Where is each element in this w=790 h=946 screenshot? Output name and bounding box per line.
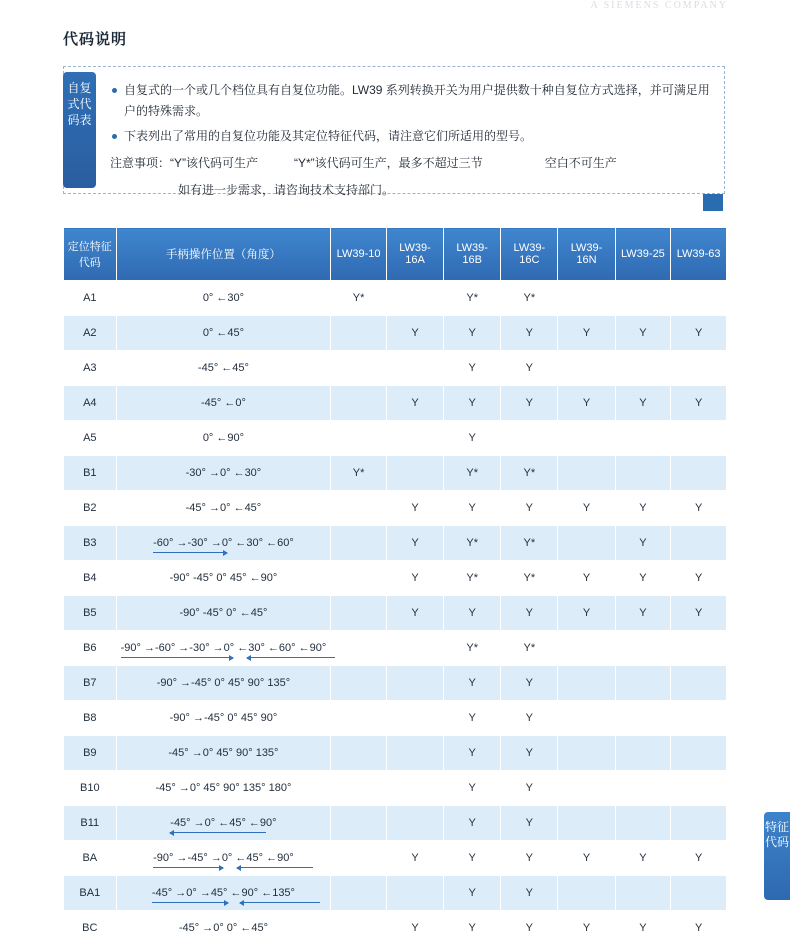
cell-mark (331, 666, 387, 701)
cell-mark (615, 806, 671, 841)
cell-mark (558, 666, 615, 701)
cell-code: B4 (64, 561, 117, 596)
cell-code: A2 (64, 316, 117, 351)
direction-arrow-icon (152, 902, 228, 903)
cell-mark (558, 806, 615, 841)
position-text: -90° -45° 0° 45° ←90° (169, 572, 278, 584)
cell-mark (331, 736, 387, 771)
note-tab-text: 自复式代码表 (67, 81, 92, 127)
cell-mark: Y (444, 806, 501, 841)
cell-mark (331, 701, 387, 736)
cell-mark: Y (671, 561, 727, 596)
cell-code: B3 (64, 526, 117, 561)
cell-mark: Y (444, 316, 501, 351)
watermark-text: A SIEMENS COMPANY (590, 0, 728, 11)
cell-mark: Y (558, 561, 615, 596)
position-text: -45° →0° →45° ←90° ←135° (152, 887, 295, 899)
code-table (63, 227, 727, 946)
cell-code: A1 (64, 281, 117, 316)
cell-mark: Y (615, 596, 671, 631)
cell-mark: Y (558, 386, 615, 421)
cell-mark: Y* (331, 456, 387, 491)
cell-position (116, 456, 331, 491)
cell-mark (386, 421, 443, 456)
position-text: -60° →-30° →0° ←30° ←60° (153, 537, 294, 549)
cell-mark: Y (501, 666, 558, 701)
cell-position (116, 386, 331, 421)
cell-position (116, 491, 331, 526)
table-row (64, 491, 727, 526)
cell-mark (558, 526, 615, 561)
note-body (110, 80, 710, 201)
cell-mark (671, 351, 727, 386)
cell-code: B5 (64, 596, 117, 631)
cell-mark: Y (558, 911, 615, 946)
cell-position (116, 841, 331, 876)
cell-mark (671, 876, 727, 911)
cell-mark: Y (615, 316, 671, 351)
position-text: 0° ←90° (202, 432, 245, 444)
cell-mark: Y* (444, 456, 501, 491)
direction-arrow-icon (247, 657, 335, 658)
cell-mark: Y* (501, 526, 558, 561)
note-caution-second: 如有进一步需求，请咨询技术支持部门。 (178, 183, 395, 197)
cell-position (116, 736, 331, 771)
cell-mark: Y (615, 526, 671, 561)
cell-mark (331, 316, 387, 351)
cell-mark: Y* (331, 281, 387, 316)
table-row (64, 316, 727, 351)
cell-position (116, 701, 331, 736)
cell-mark (386, 666, 443, 701)
cell-mark (331, 806, 387, 841)
cell-position (116, 421, 331, 456)
table-header-row (64, 228, 727, 281)
cell-mark: Y (386, 526, 443, 561)
cell-mark (671, 666, 727, 701)
table-row (64, 771, 727, 806)
cell-code: A4 (64, 386, 117, 421)
table-row (64, 561, 727, 596)
cell-mark: Y (386, 596, 443, 631)
table-row (64, 841, 727, 876)
cell-mark (558, 631, 615, 666)
cell-mark (386, 771, 443, 806)
table-row (64, 911, 727, 946)
cell-mark (331, 386, 387, 421)
caution-prefix: 注意事项： (110, 156, 171, 170)
position-text: -90° →-45° →0° ←45° ←90° (153, 852, 294, 864)
header-lw39-16n: LW39-16N (558, 228, 615, 281)
cell-position (116, 281, 331, 316)
header-lw39-10: LW39-10 (331, 228, 387, 281)
cell-mark: Y (671, 386, 727, 421)
table-row (64, 351, 727, 386)
cell-mark (331, 911, 387, 946)
cell-code: B1 (64, 456, 117, 491)
cell-mark: Y (501, 736, 558, 771)
table-row (64, 736, 727, 771)
cell-mark (558, 736, 615, 771)
table-row (64, 596, 727, 631)
cell-mark: Y (501, 491, 558, 526)
table-row (64, 421, 727, 456)
cell-mark (671, 701, 727, 736)
cell-position (116, 561, 331, 596)
cell-mark (615, 771, 671, 806)
cell-mark (615, 736, 671, 771)
cell-position (116, 596, 331, 631)
cell-position (116, 911, 331, 946)
position-text: 0° ←30° (202, 292, 245, 304)
cell-mark (558, 421, 615, 456)
caution-item-1: “Y”该代码可生产 (170, 156, 259, 170)
position-text: -45° →0° ←45° (185, 502, 262, 514)
direction-arrow-icon (237, 867, 313, 868)
cell-position (116, 876, 331, 911)
code-table-head (64, 228, 727, 281)
note-tab-label (63, 72, 96, 188)
cell-code: A5 (64, 421, 117, 456)
direction-arrow-icon (121, 657, 233, 658)
cell-mark (501, 421, 558, 456)
cell-mark: Y (615, 386, 671, 421)
cell-mark: Y (615, 491, 671, 526)
cell-code: BA1 (64, 876, 117, 911)
position-text: -45° →0° 0° ←45° (178, 922, 268, 934)
cell-code: B6 (64, 631, 117, 666)
cell-mark: Y (386, 561, 443, 596)
cell-code: B11 (64, 806, 117, 841)
cell-mark (615, 281, 671, 316)
cell-mark: Y (501, 771, 558, 806)
cell-mark (558, 456, 615, 491)
header-lw39-63: LW39-63 (671, 228, 727, 281)
position-text: -90° →-45° 0° 45° 90° (169, 712, 278, 724)
cell-mark: Y (386, 841, 443, 876)
cell-mark: Y (615, 561, 671, 596)
table-row (64, 631, 727, 666)
cell-code: BC (64, 911, 117, 946)
cell-mark: Y (558, 491, 615, 526)
cell-mark: Y (558, 841, 615, 876)
direction-arrow-icon (153, 552, 227, 553)
cell-mark: Y (671, 911, 727, 946)
table-row (64, 281, 727, 316)
header-lw39-25: LW39-25 (615, 228, 671, 281)
cell-mark (331, 771, 387, 806)
cell-mark: Y (615, 911, 671, 946)
table-row (64, 701, 727, 736)
cell-mark: Y (386, 911, 443, 946)
cell-mark (615, 876, 671, 911)
caution-item-2: “Y*”该代码可生产，最多不超过三节 (294, 156, 483, 170)
cell-mark (558, 771, 615, 806)
cell-mark (331, 351, 387, 386)
header-lw39-16a: LW39-16A (386, 228, 443, 281)
cell-mark (331, 526, 387, 561)
cell-mark (386, 456, 443, 491)
cell-code: B7 (64, 666, 117, 701)
table-row (64, 806, 727, 841)
table-row (64, 526, 727, 561)
cell-mark: Y* (501, 456, 558, 491)
cell-mark (558, 701, 615, 736)
cell-mark: Y (386, 386, 443, 421)
cell-mark: Y (501, 911, 558, 946)
cell-mark (671, 736, 727, 771)
header-code: 定位特征代码 (64, 228, 117, 281)
page-title: 代码说明 (63, 31, 128, 48)
cell-position (116, 771, 331, 806)
cell-mark (558, 281, 615, 316)
cell-code: B8 (64, 701, 117, 736)
cell-mark: Y* (444, 561, 501, 596)
cell-mark: Y (558, 596, 615, 631)
table-row (64, 456, 727, 491)
cell-mark (671, 281, 727, 316)
cell-mark: Y (501, 876, 558, 911)
cell-mark (331, 876, 387, 911)
position-text: -45° ←0° (200, 397, 246, 409)
direction-arrow-icon (170, 832, 266, 833)
cell-mark: Y* (444, 631, 501, 666)
cell-mark (615, 456, 671, 491)
cell-mark (331, 841, 387, 876)
cell-position (116, 666, 331, 701)
cell-mark: Y (501, 596, 558, 631)
cell-mark (331, 491, 387, 526)
cell-position (116, 316, 331, 351)
cell-mark: Y (615, 841, 671, 876)
header-lw39-16c: LW39-16C (501, 228, 558, 281)
cell-mark (671, 771, 727, 806)
cell-mark (386, 281, 443, 316)
cell-mark: Y (501, 701, 558, 736)
table-row (64, 386, 727, 421)
cell-mark (615, 631, 671, 666)
cell-mark: Y (671, 841, 727, 876)
position-text: -90° -45° 0° ←45° (179, 607, 268, 619)
position-text: -90° →-45° 0° 45° 90° 135° (156, 677, 291, 689)
cell-mark: Y (444, 421, 501, 456)
position-text: -45° →0° 45° 90° 135° (168, 747, 279, 759)
cell-mark: Y (444, 876, 501, 911)
cell-mark (331, 631, 387, 666)
cell-position (116, 806, 331, 841)
cell-mark (671, 421, 727, 456)
cell-mark: Y (386, 491, 443, 526)
cell-mark: Y (444, 771, 501, 806)
cell-position (116, 631, 331, 666)
cell-mark: Y (444, 351, 501, 386)
cell-code: A3 (64, 351, 117, 386)
cell-mark: Y (386, 316, 443, 351)
header-lw39-16b: LW39-16B (444, 228, 501, 281)
cell-mark: Y (444, 386, 501, 421)
cell-position (116, 351, 331, 386)
cell-mark: Y (671, 491, 727, 526)
cell-mark (558, 876, 615, 911)
cell-mark: Y (444, 911, 501, 946)
cell-mark: Y (444, 596, 501, 631)
cell-mark: Y* (501, 281, 558, 316)
cell-mark: Y* (444, 526, 501, 561)
cell-mark: Y (671, 596, 727, 631)
cell-mark (386, 631, 443, 666)
cell-mark (615, 421, 671, 456)
direction-arrow-icon (240, 902, 320, 903)
note-bullet-2: 下表列出了常用的自复位功能及其定位特征代码，请注意它们所适用的型号。 (110, 126, 710, 147)
position-text: -45° →0° 45° 90° 135° 180° (155, 782, 292, 794)
cell-mark (615, 351, 671, 386)
cell-mark: Y (501, 386, 558, 421)
cell-mark (386, 736, 443, 771)
side-tab-text: 特征代码 (764, 820, 789, 849)
position-text: -90° →-60° →-30° →0° ←30° ←60° ←90° (121, 642, 327, 654)
cell-mark (671, 456, 727, 491)
note-caution-line (110, 153, 710, 174)
cell-mark (615, 701, 671, 736)
position-text: 0° ←45° (202, 327, 245, 339)
caution-item-3: 空白不可生产 (544, 156, 617, 170)
cell-mark (386, 351, 443, 386)
cell-mark (615, 666, 671, 701)
cell-mark: Y (501, 316, 558, 351)
cell-mark (386, 876, 443, 911)
cell-mark: Y (444, 736, 501, 771)
cell-mark: Y (671, 316, 727, 351)
cell-position (116, 526, 331, 561)
position-text: -45° ←45° (197, 362, 249, 374)
cell-mark (331, 561, 387, 596)
cell-code: B9 (64, 736, 117, 771)
table-row (64, 876, 727, 911)
cell-mark (671, 631, 727, 666)
cell-mark (386, 806, 443, 841)
cell-mark: Y (558, 316, 615, 351)
cell-mark: Y (444, 701, 501, 736)
cell-mark: Y (501, 841, 558, 876)
header-position: 手柄操作位置（角度） (116, 228, 331, 281)
cell-code: B10 (64, 771, 117, 806)
table-row (64, 666, 727, 701)
note-bullet-1: 自复式的一个或几个档位具有自复位功能。LW39 系列转换开关为用户提供数十种自复位方式选择，并可满足用户的特殊需求。 (110, 80, 710, 122)
direction-arrow-icon (153, 867, 223, 868)
cell-mark: Y (501, 806, 558, 841)
cell-mark: Y (444, 491, 501, 526)
cell-mark (386, 701, 443, 736)
cell-mark (671, 806, 727, 841)
cell-mark: Y (501, 351, 558, 386)
cell-mark: Y* (501, 631, 558, 666)
cell-code: B2 (64, 491, 117, 526)
cell-mark (671, 526, 727, 561)
position-text: -30° →0° ←30° (185, 467, 262, 479)
cell-mark: Y (444, 841, 501, 876)
code-table-body (64, 281, 727, 946)
side-tab-label[interactable] (764, 812, 790, 900)
position-text: -45° →0° ←45° ←90° (170, 817, 276, 829)
cell-mark: Y* (501, 561, 558, 596)
cell-mark: Y (444, 666, 501, 701)
cell-mark (558, 351, 615, 386)
cell-mark: Y* (444, 281, 501, 316)
cell-mark (331, 596, 387, 631)
cell-code: BA (64, 841, 117, 876)
cell-mark (331, 421, 387, 456)
decorative-blue-square (703, 194, 723, 211)
